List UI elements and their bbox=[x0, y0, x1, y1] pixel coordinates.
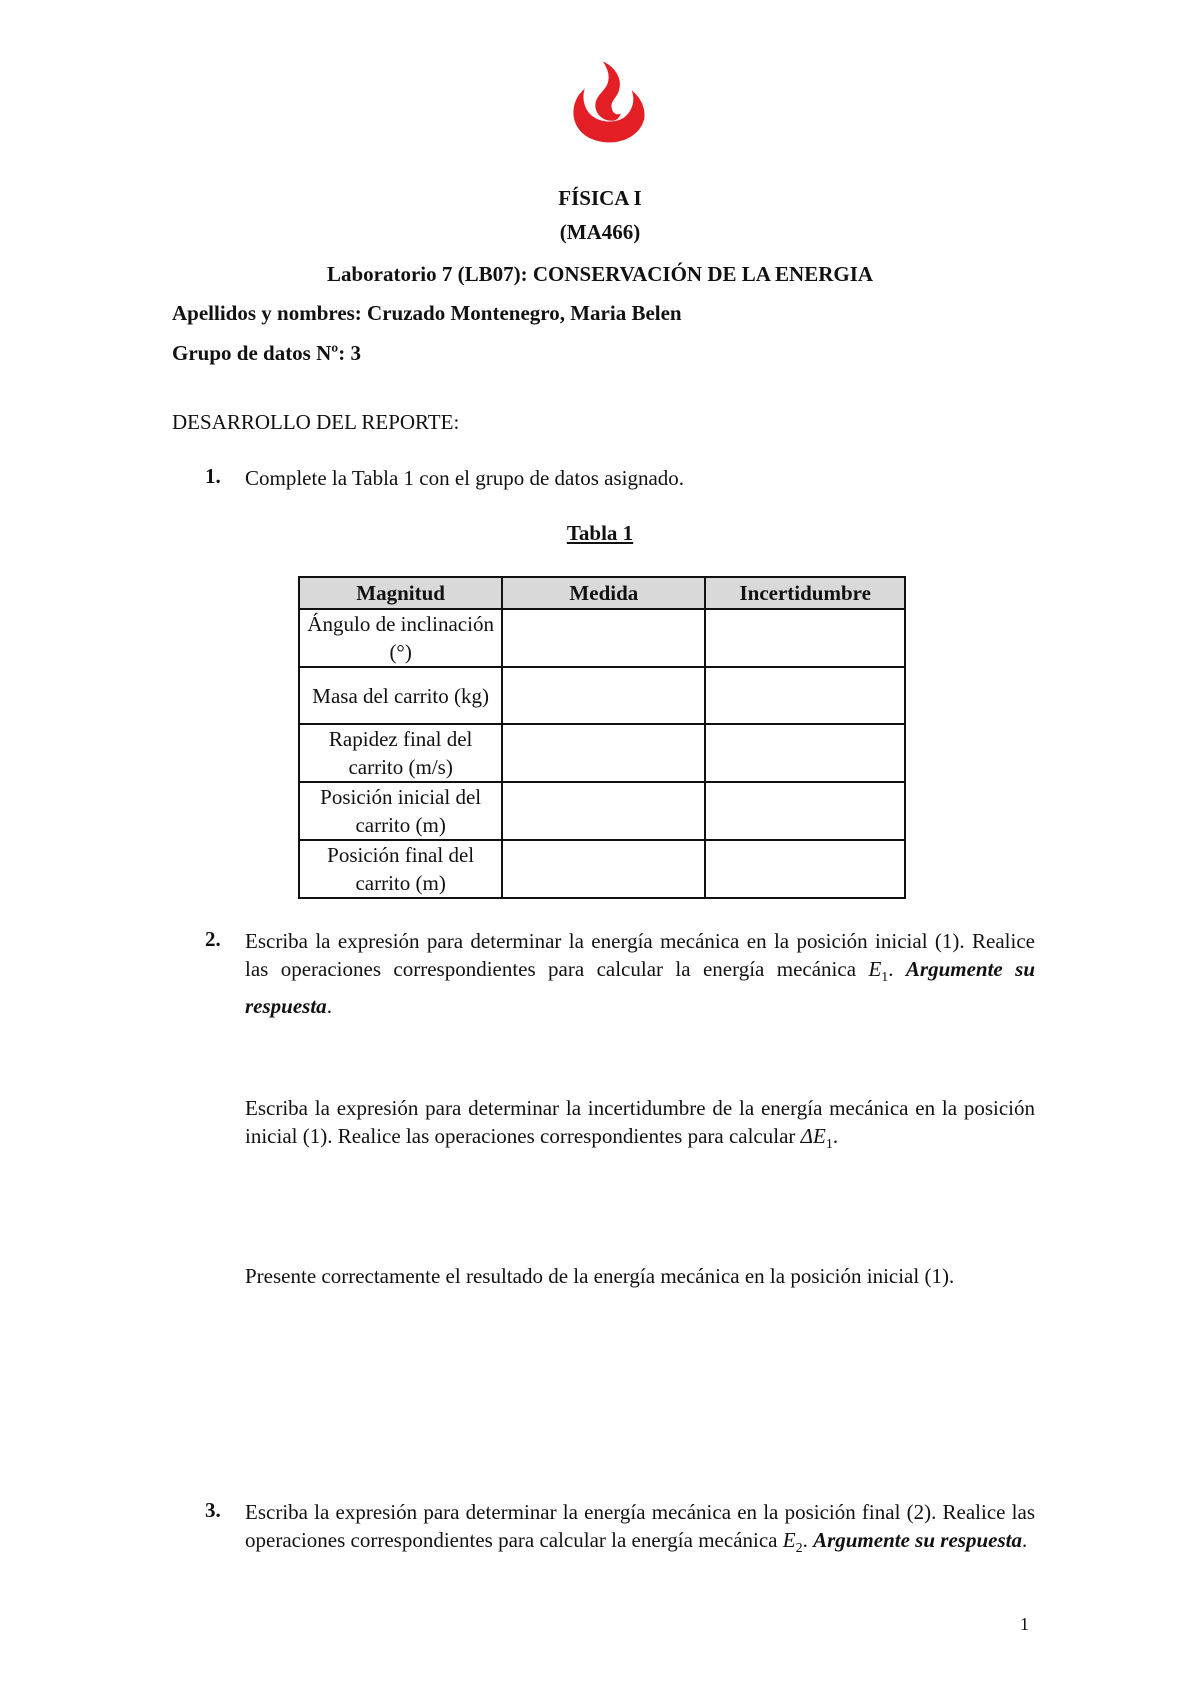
cell-medida[interactable] bbox=[502, 609, 705, 667]
cell-incertidumbre[interactable] bbox=[705, 840, 905, 898]
data-group: Grupo de datos Nº: 3 bbox=[172, 341, 361, 365]
cell-medida[interactable] bbox=[502, 840, 705, 898]
table-title: Tabla 1 bbox=[566, 521, 634, 545]
cell-medida[interactable] bbox=[502, 667, 705, 724]
table-row bbox=[299, 782, 905, 840]
q2-p1-var: E bbox=[868, 957, 882, 981]
q2-argue: Argumente su respuesta bbox=[245, 957, 1035, 1019]
data-table bbox=[298, 576, 906, 899]
q3-p1-sub: 2 bbox=[795, 1541, 803, 1557]
header-incertidumbre: Incertidumbre bbox=[705, 577, 905, 609]
q2-p1-sub: 1 bbox=[881, 970, 889, 986]
item-1-text: Complete la Tabla 1 con el grupo de datos asignado. bbox=[245, 466, 685, 490]
header-medida: Medida bbox=[502, 577, 705, 609]
header-magnitud: Magnitud bbox=[299, 577, 502, 609]
cell-incertidumbre[interactable] bbox=[705, 782, 905, 840]
question-2-part-3: Presente correctamente el resultado de la energía mecánica en la posición inicial (1). bbox=[245, 1264, 955, 1288]
section-title: DESARROLLO DEL REPORTE: bbox=[172, 410, 460, 434]
table-row bbox=[299, 609, 905, 667]
q2-p1-text: Escriba la expresión para determinar la energía mecánica en la posición inicial (1). Realice las operaciones correspondientes para calcular la energía mecánica bbox=[245, 929, 1035, 981]
page-number: 1 bbox=[1020, 1614, 1029, 1634]
cell-magnitud: Masa del carrito (kg) bbox=[299, 667, 502, 724]
course-code: (MA466) bbox=[559, 220, 641, 244]
course-title: FÍSICA I bbox=[558, 186, 642, 210]
lab-title: Laboratorio 7 (LB07): CONSERVACIÓN DE LA ENERGIA bbox=[326, 262, 874, 286]
cell-medida[interactable] bbox=[502, 782, 705, 840]
cell-magnitud: Ángulo de inclinación (°) bbox=[299, 609, 502, 667]
cell-incertidumbre[interactable] bbox=[705, 609, 905, 667]
item-1-number: 1. bbox=[205, 464, 221, 488]
q3-argue: Argumente su respuesta bbox=[813, 1528, 1022, 1552]
table-row bbox=[299, 840, 905, 898]
cell-incertidumbre[interactable] bbox=[705, 667, 905, 724]
cell-incertidumbre[interactable] bbox=[705, 724, 905, 782]
q3-p1-text: Escriba la expresión para determinar la energía mecánica en la posición final (2). Realice las operaciones correspondientes para calcular la energía mecánica bbox=[245, 1500, 1035, 1552]
question-2-number: 2. bbox=[205, 927, 221, 951]
cell-magnitud: Posición inicial del carrito (m) bbox=[299, 782, 502, 840]
cell-magnitud: Posición final del carrito (m) bbox=[299, 840, 502, 898]
question-2-part-1: Escriba la expresión para determinar la energía mecánica en la posición inicial (1). Realice las operaciones correspondientes para calcular la energía mecánica $E_1$. Argumente su respuesta. bbox=[245, 929, 1035, 1019]
cell-medida[interactable] bbox=[502, 724, 705, 782]
table-row bbox=[299, 667, 905, 724]
student-name: Apellidos y nombres: Cruzado Montenegro, Maria Belen bbox=[172, 301, 682, 325]
upc-logo-icon bbox=[565, 56, 655, 146]
question-2-part-2: Escriba la expresión para determinar la incertidumbre de la energía mecánica en la posición inicial (1). Realice las operaciones correspondientes para calcular $\Delta E_1$. bbox=[245, 1096, 1035, 1153]
cell-magnitud: Rapidez final del carrito (m/s) bbox=[299, 724, 502, 782]
q2-p2-text: Escriba la expresión para determinar la incertidumbre de la energía mecánica en la posición inicial (1). Realice las operaciones correspondientes para calcular bbox=[245, 1096, 1035, 1148]
question-3-part-1: Escriba la expresión para determinar la energía mecánica en la posición final (2). Realice las operaciones correspondientes para calcular la energía mecánica $E_2$. Argumente su respuesta. bbox=[245, 1500, 1035, 1557]
question-3-number: 3. bbox=[205, 1498, 221, 1522]
q2-p2-sub: 1 bbox=[825, 1137, 833, 1153]
table-header-row bbox=[299, 577, 905, 609]
table-row bbox=[299, 724, 905, 782]
q2-p2-var: ΔE bbox=[800, 1124, 826, 1148]
q3-p1-var: E bbox=[782, 1528, 796, 1552]
